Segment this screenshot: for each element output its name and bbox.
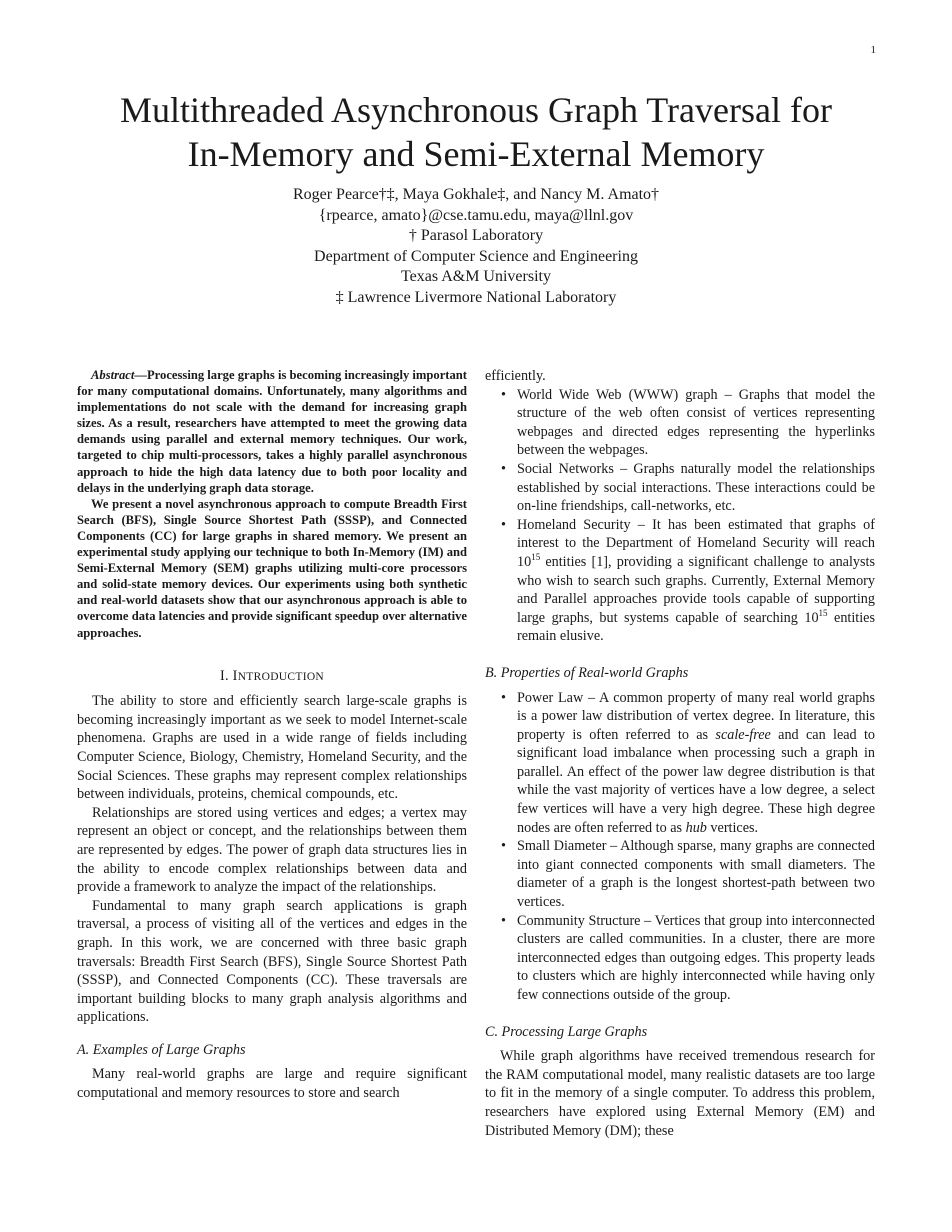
abstract-label: Abstract <box>91 368 135 382</box>
list-item-community: • Community Structure – Vertices that group into interconnected clusters are called communities. In a cluster, there are more interconnected edges than outgoing edges. This property leads to clusters which are highly interconnected while having only few connections outside of the group. <box>485 912 875 1005</box>
list-item-www: • World Wide Web (WWW) graph – Graphs that model the structure of the web often consist of vertices representing webpages and directed edges representing the hyperlinks between the webpages. <box>485 386 875 460</box>
right-column <box>485 367 875 1140</box>
examples-list <box>485 386 875 646</box>
list-item-small-diameter: • Small Diameter – Although sparse, many graphs are connected into giant connected components with small diameters. The diameter of a graph is the longest shortest-path between two vertices. <box>485 837 875 911</box>
page-number: 1 <box>870 44 876 56</box>
section-heading-introduction: I. INTRODUCTION <box>219 667 325 684</box>
affiliation-parasol: † Parasol Laboratory <box>408 227 544 245</box>
intro-paragraph-3: Fundamental to many graph search applications is graph traversal, a process of visiting all of the vertices and edges in the graph. In this work, we are concerned with three basic graph traversals: Breadth First Search (BFS), Single Source Shortest Path (SSSP), and Connected Components (CC). These traversals are important building blocks to many graph analysis algorithms and applications. <box>77 897 467 1026</box>
examples-continuation: efficiently. <box>485 368 546 384</box>
affiliation-llnl: ‡ Lawrence Livermore National Laboratory <box>335 288 617 306</box>
affiliation-department: Department of Computer Science and Engineering <box>314 247 638 265</box>
left-column <box>77 367 467 1103</box>
examples-paragraph-1: Many real-world graphs are large and require significant computational and memory resources to store and search <box>77 1066 467 1102</box>
list-item-social: • Social Networks – Graphs naturally model the relationships established by social interactions. These interactions could be on-line friendships, call-networks, etc. <box>485 460 875 516</box>
abstract-paragraph-2: We present a novel asynchronous approach to compute Breadth First Search (BFS), Single Source Shortest Path (SSSP), and Connected Components (CC) for large graphs in shared memory. We present an experimental study applying our technique to both In-Memory (IM) and Semi-External Memory (SEM) graphs utilizing multi-core processors and solid-state memory devices. Our experiments using both synthetic and real-world datasets show that our asynchronous approach is able to overcome data latencies and provide significant speedup over alternative approaches. <box>77 496 467 640</box>
list-item-power-law: • Power Law – A common property of many real world graphs is a power law distribution of vertex degree. In literature, this property is often referred to as scale-free and can lead to significant load imbalance when processing such a graph in parallel. An effect of the power law degree distribution is that while the vast majority of vertices have a low degree, a select few vertices will have a very high degree. These high degree nodes are often referred to as hub vertices. <box>485 689 875 838</box>
paper-title <box>0 88 952 176</box>
title-line-2: In-Memory and Semi-External Memory <box>187 134 765 174</box>
subsection-heading-processing: C. Processing Large Graphs <box>485 1023 648 1040</box>
subsection-heading-examples: A. Examples of Large Graphs <box>77 1041 246 1058</box>
intro-paragraph-2: Relationships are stored using vertices and edges; a vertex may represent an object or concept, and the relationships between them are represented by edges. The power of graph data structures lies in the ability to encode complex relationships between data and provide a framework to analyze the impact of the relationships. <box>77 804 467 896</box>
abstract-paragraph-1: Abstract—Processing large graphs is becoming increasingly important for many computational domains. Unfortunately, many algorithms and implementations do not scale with the demand for increasing graph sizes. As a result, researchers have attempted to meet the growing data demands using parallel and external memory techniques. Our work, targeted to chip multi-processors, takes a highly parallel asynchronous approach to hide the high data latency due to both poor locality and delays in the underlying graph data storage. <box>77 368 467 495</box>
title-line-1: Multithreaded Asynchronous Graph Traversal for <box>120 90 832 130</box>
intro-paragraph-1: The ability to store and efficiently search large-scale graphs is becoming increasingly important as we seek to model Internet-scale phenomena. Graphs are used in a wide range of fields including Computer Science, Biology, Chemistry, Homeland Security, and the Social Sciences. These graphs may represent complex relationships between individuals, proteins, chemical compounds, etc. <box>77 693 467 803</box>
processing-paragraph-1: While graph algorithms have received tremendous research for the RAM computational model, many realistic datasets are too large to fit in the memory of a single computer. To address this problem, researchers have explored using External Memory (EM) and Distributed Memory (DM); these <box>485 1048 875 1139</box>
author-block <box>0 185 952 309</box>
affiliation-university: Texas A&M University <box>401 268 551 286</box>
author-emails: {rpearce, amato}@cse.tamu.edu, maya@llnl.gov <box>318 206 634 224</box>
list-item-homeland: • Homeland Security – It has been estimated that graphs of interest to the Department of Homeland Security will reach $10^{15}$ entities [1], providing a significant challenge to analysts who wish to search such graphs. Currently, External Memory and Parallel approaches provide tools capable of supporting large graphs, but systems capable of searching $10^{15}$ entities remain elusive. <box>485 516 875 646</box>
abstract <box>77 367 467 641</box>
properties-list <box>485 689 875 1005</box>
author-names: Roger Pearce†‡, Maya Gokhale‡, and Nancy M. Amato† <box>292 186 660 203</box>
subsection-heading-properties: B. Properties of Real-world Graphs <box>485 664 689 681</box>
